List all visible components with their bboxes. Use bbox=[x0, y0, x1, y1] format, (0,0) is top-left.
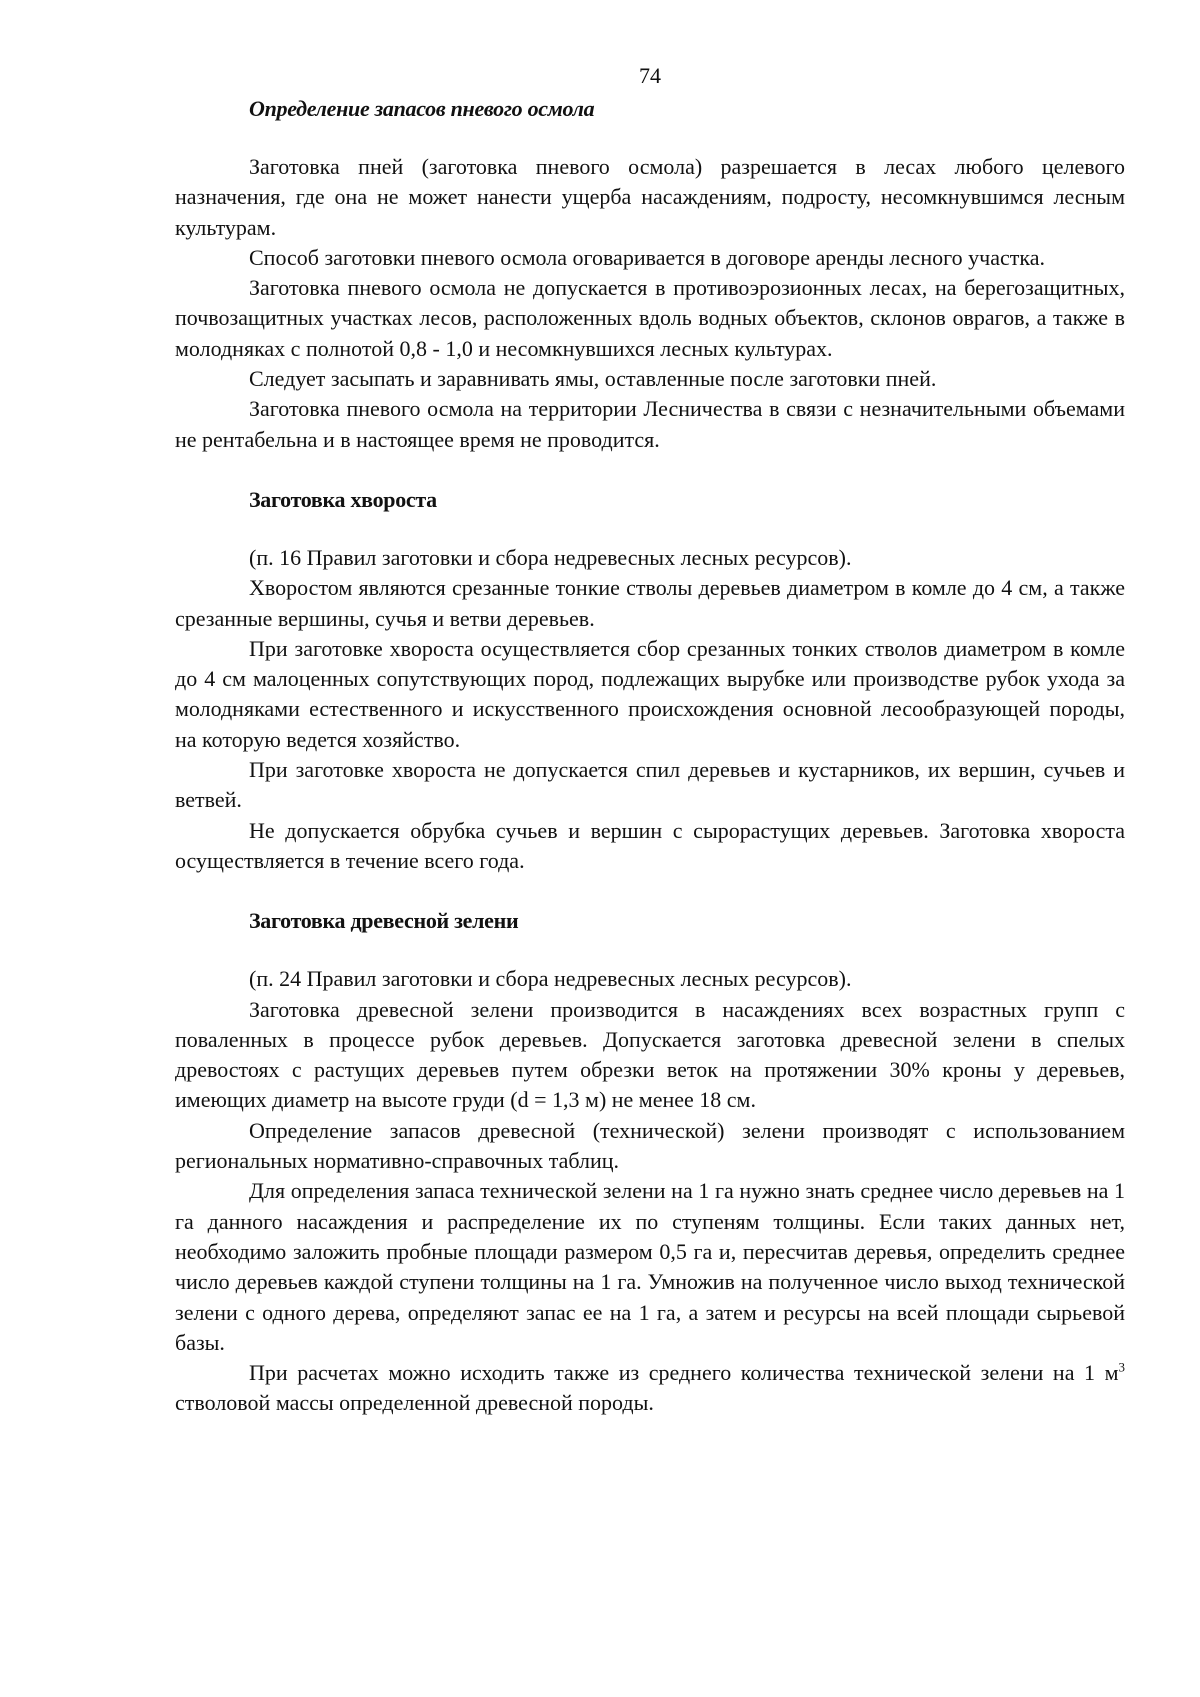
paragraph: (п. 24 Правил заготовки и сбора недревесных лесных ресурсов). bbox=[249, 966, 852, 992]
paragraph bbox=[175, 1358, 1125, 1419]
paragraph: Определение запасов древесной (технической) зелени производят с использованием региональных нормативно-справочных таблиц. bbox=[175, 1117, 1125, 1174]
paragraph: Способ заготовки пневого осмола оговаривается в договоре аренды лесного участка. bbox=[249, 244, 1045, 270]
paragraph: Заготовка древесной зелени производится в насаждениях всех возрастных групп с поваленных в процессе рубок деревьев. Допускается заготовка древесной зелени в спелых древостоях с растущих деревьев путем обрезки веток на протяжении 30% кроны у деревьев, имеющих диаметр на высоте груди (d = 1,3 м) не менее 18 см. bbox=[175, 996, 1125, 1113]
paragraph: Следует засыпать и заравнивать ямы, оставленные после заготовки пней. bbox=[249, 366, 937, 392]
paragraph: Заготовка пневого осмола на территории Лесничества в связи с незначительными объемами не рентабельна и в настоящее время не проводится. bbox=[175, 396, 1125, 452]
section-heading-brushwood: Заготовка хвороста bbox=[249, 486, 437, 512]
paragraph: Хворостом являются срезанные тонкие стволы деревьев диаметром в комле до 4 см, а также срезанные вершины, сучья и ветви деревьев. bbox=[175, 575, 1125, 631]
paragraph: Не допускается обрубка сучьев и вершин с сырорастущих деревьев. Заготовка хвороста осуществляется в течение всего года. bbox=[175, 817, 1125, 873]
document-page bbox=[175, 60, 1125, 1419]
paragraph: (п. 16 Правил заготовки и сбора недревесных лесных ресурсов). bbox=[249, 544, 852, 570]
paragraph-text: стволовой массы определенной древесной породы. bbox=[175, 1390, 654, 1416]
paragraph: Заготовка пней (заготовка пневого осмола) разрешается в лесах любого целевого назначения, где она не может нанести ущерба насаждениям, подросту, несомкнувшимся лесным культурам. bbox=[175, 154, 1125, 240]
section-heading-tree-greenery: Заготовка древесной зелени bbox=[249, 908, 519, 934]
paragraph: При заготовке хвороста осуществляется сбор срезанных тонких стволов диаметром в комле до 4 см малоценных сопутствующих пород, подлежащих вырубке или производстве рубок ухода за молодняками естественного и искусственного происхождения основной лесообразующей породы, на которую ведется хозяйство. bbox=[175, 635, 1125, 752]
section-heading-stump-resin: Определение запасов пневого осмола bbox=[249, 96, 595, 121]
paragraph: При заготовке хвороста не допускается спил деревьев и кустарников, их вершин, сучьев и ветвей. bbox=[175, 757, 1125, 813]
paragraph: Для определения запаса технической зелени на 1 га нужно знать среднее число деревьев на 1 га данного насаждения и распределение их по ступеням толщины. Если таких данных нет, необходимо заложить пробные площади размером 0,5 га и, пересчитав деревья, определить среднее число деревьев каждой ступени толщины на 1 га. Умножив на полученное число выход технической зелени с одного дерева, определяют запас ее на 1 га, а затем и ресурсы на всей площади сырьевой базы. bbox=[175, 1178, 1125, 1355]
page-number: 74 bbox=[639, 63, 661, 88]
superscript: 3 bbox=[1118, 1359, 1125, 1375]
paragraph: Заготовка пневого осмола не допускается в противоэрозионных лесах, на берегозащитных, почвозащитных участках лесов, расположенных вдоль водных объектов, склонов оврагов, а также в молодняках с полнотой 0,8 - 1,0 и несомкнувшихся лесных культурах. bbox=[175, 275, 1125, 361]
paragraph-text: При расчетах можно исходить также из среднего количества технической зелени на 1 м bbox=[249, 1360, 1119, 1386]
